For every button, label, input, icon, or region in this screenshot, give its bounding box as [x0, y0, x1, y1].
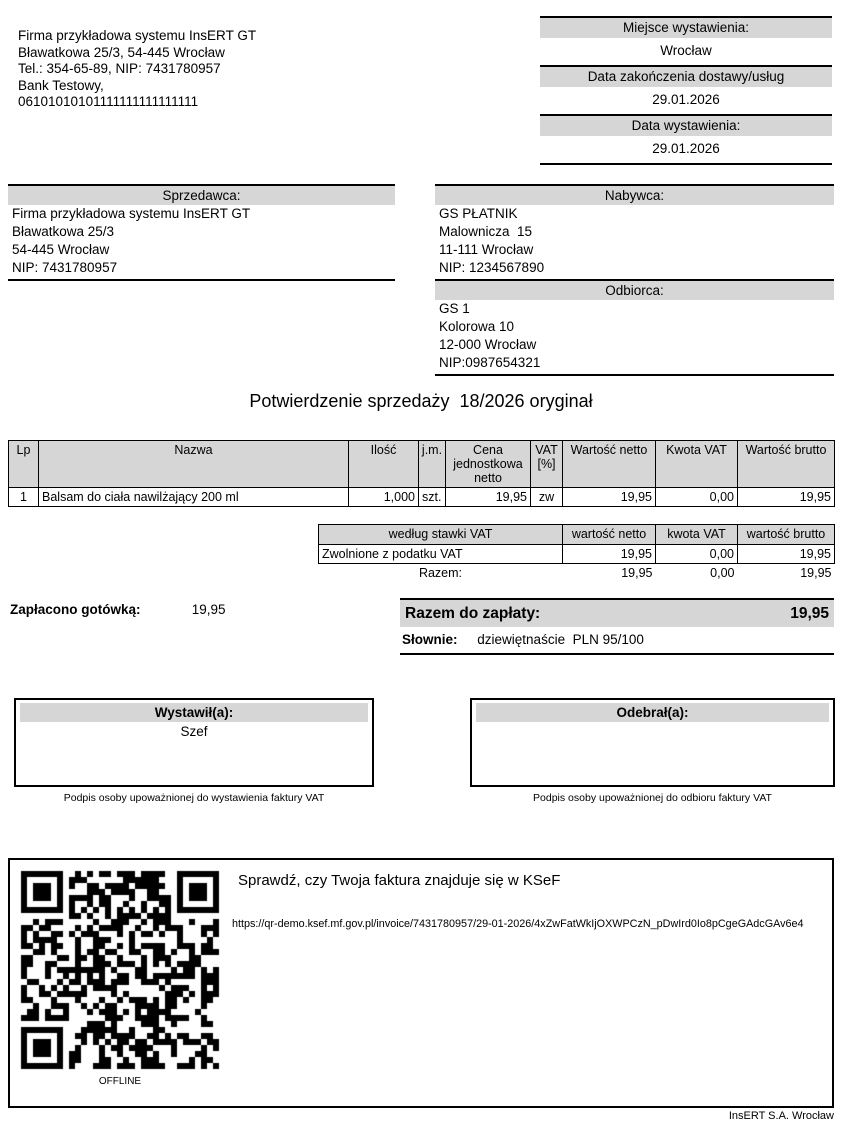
paid-cash-label: Zapłacono gotówką: — [10, 602, 141, 617]
recipient-name: GS 1 — [439, 301, 470, 316]
ksef-qr-code — [20, 870, 220, 1070]
buyer-street: Malownicza 15 — [439, 224, 533, 239]
vat-total-gross: 19,95 — [738, 564, 835, 583]
issuer-signature-caption: Podpis osoby upoważnionej do wystawienia faktury VAT — [63, 792, 325, 804]
recipient-section — [435, 279, 834, 374]
vat-row — [319, 545, 835, 564]
amount-in-words-line — [400, 627, 834, 653]
recipient-street: Kolorowa 10 — [439, 319, 515, 334]
col-header-nazwa: Nazwa — [39, 441, 349, 488]
paid-cash-line — [10, 602, 226, 617]
ksef-heading: Sprawdź, czy Twoja faktura znajduje się w KSeF — [238, 872, 561, 889]
vat-summary-table — [318, 524, 835, 582]
seller-section — [8, 184, 395, 281]
total-due-box — [400, 598, 834, 655]
delivery-date-value: 29.01.2026 — [652, 92, 720, 107]
item-quantity: 1,000 — [349, 488, 419, 507]
col-header-cena: Cena jednostkowa netto — [446, 441, 531, 488]
item-vat-amount: 0,00 — [656, 488, 738, 507]
meta-box-issue-date — [540, 114, 832, 163]
buyer-nip: NIP: 1234567890 — [439, 260, 545, 275]
total-due-value: 19,95 — [790, 604, 829, 622]
col-header-ilosc: Ilość — [349, 441, 419, 488]
vat-net-value: 19,95 — [563, 545, 656, 564]
seller-label: Sprzedawca: — [8, 186, 395, 205]
buyer-recipient-section — [435, 184, 834, 376]
item-unit: szt. — [419, 488, 446, 507]
item-vat-rate: zw — [531, 488, 563, 507]
item-gross-value: 19,95 — [738, 488, 835, 507]
vat-total-label: Razem: — [319, 564, 563, 583]
vat-total-net: 19,95 — [563, 564, 656, 583]
page-footer: InsERT S.A. Wrocław — [728, 1110, 834, 1122]
item-lp: 1 — [9, 488, 39, 507]
ksef-verification-box — [8, 858, 834, 1108]
issuer-signature-box — [14, 698, 374, 787]
buyer-label: Nabywca: — [435, 186, 834, 205]
buyer-city: 11-111 Wrocław — [439, 242, 534, 257]
issuer-signature-value: Szef — [180, 724, 208, 739]
issuer-signature-label: Wystawił(a): — [20, 703, 368, 722]
delivery-date-label: Data zakończenia dostawy/usług — [540, 67, 832, 87]
place-of-issue-label: Miejsce wystawienia: — [540, 18, 832, 38]
item-unit-price: 19,95 — [446, 488, 531, 507]
vat-total-vat: 0,00 — [656, 564, 738, 583]
qr-offline-caption: OFFLINE — [98, 1076, 142, 1087]
issue-date-label: Data wystawienia: — [540, 116, 832, 136]
col-header-jm: j.m. — [419, 441, 446, 488]
company-header-block — [18, 28, 256, 111]
col-header-netto: Wartość netto — [563, 441, 656, 488]
receiver-signature-caption: Podpis osoby upoważnionej do odbioru faktury VAT — [533, 792, 772, 804]
col-header-vat: VAT [%] — [531, 441, 563, 488]
meta-box-delivery-date — [540, 65, 832, 114]
seller-name: Firma przykładowa systemu InsERT GT — [12, 206, 251, 221]
vat-col-vat: kwota VAT — [656, 525, 738, 545]
issue-date-value: 29.01.2026 — [652, 141, 720, 156]
total-due-label: Razem do zapłaty: — [405, 604, 541, 622]
company-phone-nip: Tel.: 354-65-89, NIP: 7431780957 — [18, 61, 221, 76]
vat-gross-value: 19,95 — [738, 545, 835, 564]
col-header-lp: Lp — [9, 441, 39, 488]
paid-cash-value: 19,95 — [191, 602, 226, 617]
amount-in-words-value: dziewiętnaście PLN 95/100 — [477, 632, 644, 647]
vat-vat-value: 0,00 — [656, 545, 738, 564]
vat-col-rate: według stawki VAT — [319, 525, 563, 545]
recipient-label: Odbiorca: — [435, 281, 834, 300]
meta-box-place — [540, 16, 832, 65]
receiver-signature-label: Odebrał(a): — [476, 703, 829, 722]
document-title: Potwierdzenie sprzedaży 18/2026 oryginał — [249, 391, 593, 411]
vat-total-row — [319, 564, 835, 583]
company-bank-name: Bank Testowy, — [18, 77, 104, 93]
seller-street: Bławatkowa 25/3 — [12, 224, 115, 239]
item-name: Balsam do ciała nawilżający 200 ml — [39, 488, 349, 507]
buyer-name: GS PŁATNIK — [439, 206, 518, 221]
vat-col-net: wartość netto — [563, 525, 656, 545]
company-bank-account: 06101010101111111111111111 — [18, 94, 199, 109]
place-of-issue-value: Wrocław — [660, 43, 712, 58]
seller-nip: NIP: 7431780957 — [12, 260, 118, 275]
items-table — [8, 440, 835, 507]
buyer-section — [435, 186, 834, 279]
seller-city: 54-445 Wrocław — [12, 242, 110, 257]
recipient-city: 12-000 Wrocław — [439, 337, 537, 352]
total-due-bar — [400, 600, 834, 627]
receiver-signature-box — [470, 698, 835, 787]
ksef-verification-url: https://qr-demo.ksef.mf.gov.pl/invoice/7431780957/29-01-2026/4xZwFatWkIjOXWPCzN_pDwIrd0Io8pCgeGAdcGAv6e4 — [232, 918, 804, 930]
items-header-row — [9, 441, 835, 488]
col-header-kwota-vat: Kwota VAT — [656, 441, 738, 488]
item-row — [9, 488, 835, 507]
item-net-value: 19,95 — [563, 488, 656, 507]
company-name: Firma przykładowa systemu InsERT GT — [18, 28, 257, 43]
vat-rate-name: Zwolnione z podatku VAT — [319, 545, 563, 564]
vat-header-row — [319, 525, 835, 545]
amount-in-words-label: Słownie: — [402, 632, 458, 647]
recipient-nip: NIP:0987654321 — [439, 355, 541, 370]
vat-col-gross: wartość brutto — [738, 525, 835, 545]
meta-boxes — [540, 16, 832, 165]
col-header-brutto: Wartość brutto — [738, 441, 835, 488]
company-address: Bławatkowa 25/3, 54-445 Wrocław — [18, 44, 225, 60]
